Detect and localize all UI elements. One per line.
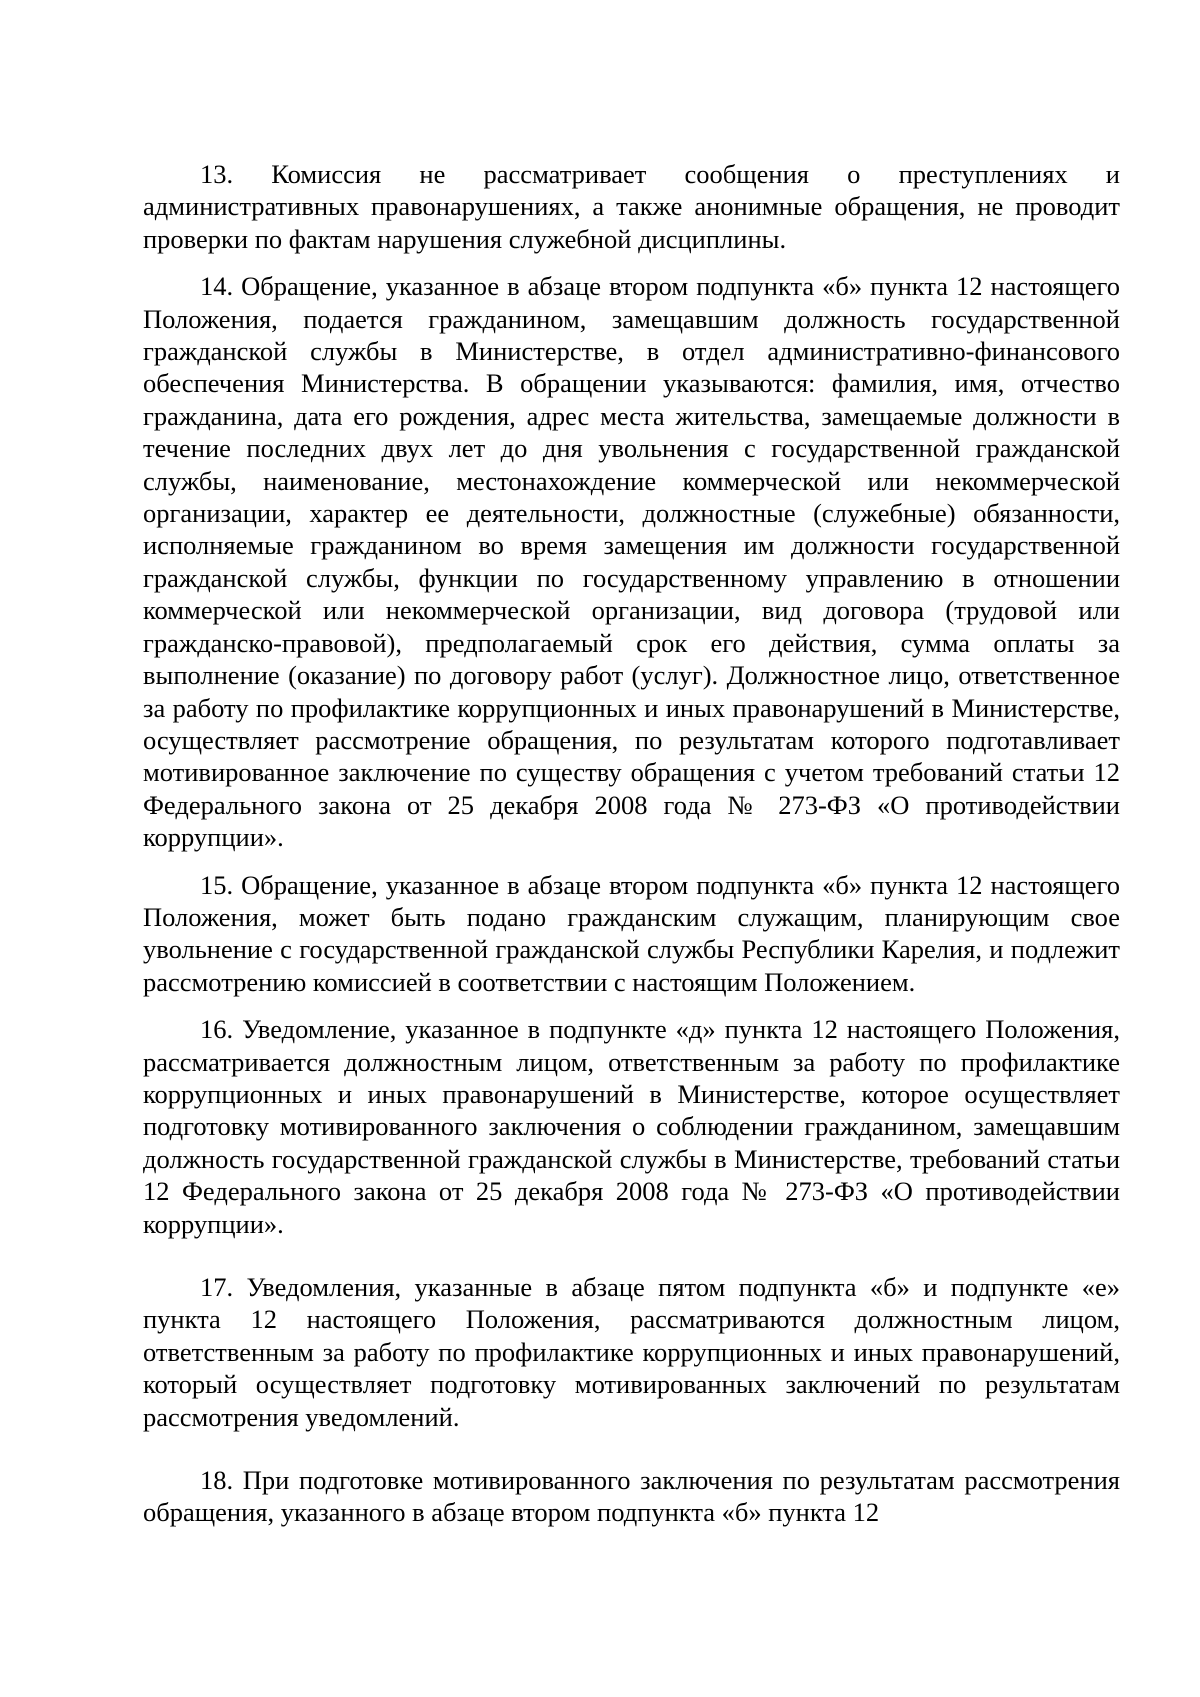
paragraph-13: 13. Комиссия не рассматривает сообщения о преступлениях и административных правонарушениях, а также анонимные обращения, не проводит проверки по фактам нарушения служебной дисциплины. [143, 159, 1120, 254]
paragraph-16: 16. Уведомление, указанное в подпункте «д» пункта 12 настоящего Положения, рассматривается должностным лицом, ответственным за работу по профилактике коррупционных и иных правонарушений в Министерстве, которое осуществляет подготовку мотивированного заключения о соблюдении гражданином, замещавшим должность государственной гражданской службы в Министерстве, требований статьи 12 Федерального закона от 25 декабря 2008 года № 273-ФЗ «О противодействии коррупции». [143, 1014, 1120, 1239]
paragraph-17: 17. Уведомления, указанные в абзаце пятом подпункта «б» и подпункте «е» пункта 12 настоящего Положения, рассматриваются должностным лицом, ответственным за работу по профилактике коррупционных и иных правонарушений, который осуществляет подготовку мотивированных заключений по результатам рассмотрения уведомлений. [143, 1272, 1120, 1432]
document-body [143, 158, 1120, 1544]
paragraph-18: 18. При подготовке мотивированного заключения по результатам рассмотрения обращения, указанного в абзаце втором подпункта «б» пункта 12 [143, 1465, 1120, 1528]
paragraph-14: 14. Обращение, указанное в абзаце втором подпункта «б» пункта 12 настоящего Положения, подается гражданином, замещавшим должность государственной гражданской службы в Министерстве, в отдел административно-финансового обеспечения Министерства. В обращении указываются: фамилия, имя, отчество гражданина, дата его рождения, адрес места жительства, замещаемые должности в течение последних двух лет до дня увольнения с государственной гражданской службы, наименование, местонахождение коммерческой или некоммерческой организации, характер ее деятельности, должностные (служебные) обязанности, исполняемые гражданином во время замещения им должности государственной гражданской службы, функции по государственному управлению в отношении коммерческой или некоммерческой организации, вид договора (трудовой или гражданско-правовой), предполагаемый срок его действия, сумма оплаты за выполнение (оказание) по договору работ (услуг). Должностное лицо, ответственное за работу по профилактике коррупционных и иных правонарушений в Министерстве, осуществляет рассмотрение обращения, по результатам которого подготавливает мотивированное заключение по существу обращения с учетом требований статьи 12 Федерального закона от 25 декабря 2008 года № 273-ФЗ «О противодействии коррупции». [143, 271, 1120, 853]
paragraph-15: 15. Обращение, указанное в абзаце втором подпункта «б» пункта 12 настоящего Положения, может быть подано гражданским служащим, планирующим свое увольнение с государственной гражданской службы Республики Карелия, и подлежит рассмотрению комиссией в соответствии с настоящим Положением. [143, 869, 1120, 997]
